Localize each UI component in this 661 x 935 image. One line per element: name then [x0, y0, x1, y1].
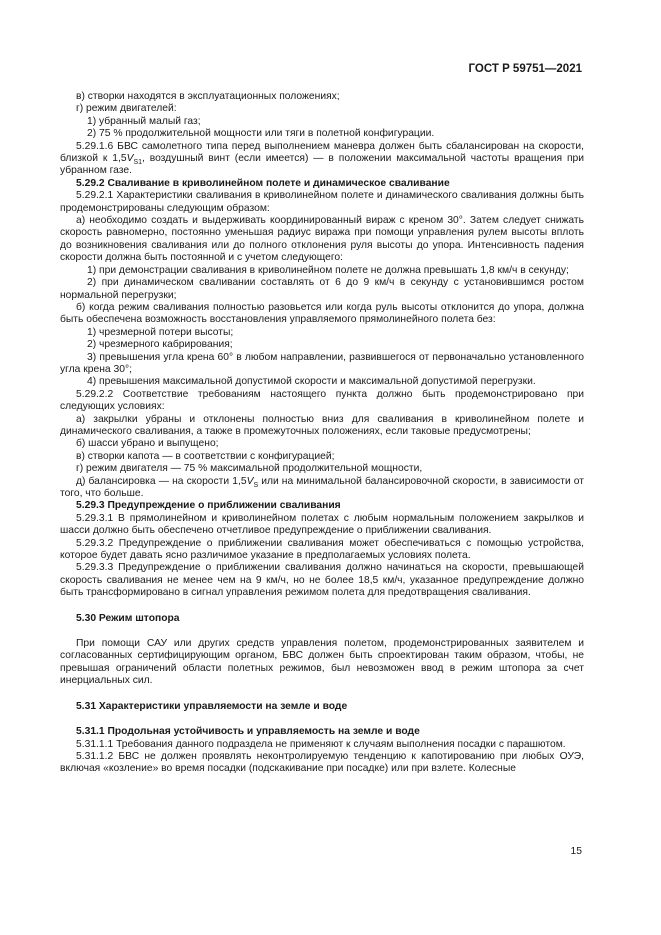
paragraph: 5.29.3.2 Предупреждение о приближении сваливания может обеспечиваться с помощью устройства, которое будет давать ясно различимое указание в предполагаемых условиях полета. — [60, 537, 584, 562]
paragraph: При помощи САУ или других средств управления полетом, продемонстрированных заявителем и согласованных сертифицирующим органом, БВС должен быть спроектирован таким образом, чтобы, не превышая ограничений области полетных режимов, был невозможен ввод в режим штопора за счет инерциальных сил. — [60, 638, 584, 687]
list-item: а) закрылки убраны и отклонены полностью вниз для сваливания в криволинейном полете и динамического сваливания, а также в промежуточных положениях, если таковые предусмотрены; — [60, 413, 584, 437]
list-item: 1) чрезмерной потери высоты; — [87, 326, 234, 338]
paragraph: б) когда режим сваливания полностью разовьется или когда руль высоты отклонится до упора, должна быть обеспечена возможность восстановления управляемого прямолинейного полета без: — [60, 301, 584, 326]
paragraph: 5.29.2.2 Соответствие требованиям настоящего пункта должно быть продемонстрировано при следующих условиях: — [60, 388, 584, 413]
list-item: 4) превышения максимальной допустимой скорости и максимальной допустимой перегрузки. — [87, 376, 536, 388]
section-heading: 5.31 Характеристики управляемости на земле и воде — [76, 700, 348, 712]
paragraph: 5.29.1.6 БВС самолетного типа перед выполнением маневра должен быть сбалансирован на скорости, близкой к $1,5V_{S1}$, воздушный винт (если имеется) — в положении максимальной частоты вращения при убранном газе. — [60, 140, 585, 177]
paragraph: а) необходимо создать и выдерживать координированный вираж с креном 30°. Затем следует снижать скорость равномерно, постоянно уменьшая радиус виража при помощи управления рулем высоты вплоть до возникновения сваливания или до полного отклонения руля высоты до упора. Интенсивность падения скорости должна быть постоянной и с учетом следующего: — [60, 215, 584, 264]
list-item: 2) 75 % продолжительной мощности или тяги в полетной конфигурации. — [87, 128, 435, 140]
list-item: д) балансировка — на скорости $1,5V_S$ или на минимальной балансировочной скорости, в зависимости от того, что больше. — [60, 475, 585, 499]
paragraph: 5.31.1.1 Требования данного подраздела не применяют к случаям выполнения посадки с парашютом. — [76, 738, 566, 750]
list-item: б) шасси убрано и выпущено; — [76, 438, 219, 450]
section-heading: 5.29.3 Предупреждение о приближении сваливания — [76, 500, 341, 512]
list-item: 1) при демонстрации сваливания в криволинейном полете не должна превышать 1,8 км/ч в секунду; — [87, 264, 569, 276]
list-item: г) режим двигателя — 75 % максимальной продолжительной мощности, — [76, 463, 423, 475]
document-body — [60, 91, 584, 776]
paragraph: 5.31.1.2 БВС не должен проявлять неконтролируемую тенденцию к капотированию при любых ОУЭ, включая «козление» во время посадки (подскакивание при посадке) или при взлете. Колесные — [60, 750, 584, 775]
list-item: в) створки капота — в соответствии с конфигурацией; — [76, 450, 335, 462]
list-item: г) режим двигателей: — [76, 103, 177, 115]
list-item: 2) при динамическом сваливании составлять от 6 до 9 км/ч в секунду с установившимся ростом нормальной перегрузки; — [60, 277, 584, 301]
paragraph: 5.29.3.3 Предупреждение о приближении сваливания должно начинаться на скорости, превышающей скорость сваливания не менее чем на 9 км/ч, но не более 18,5 км/ч, указанное предупреждение должно быть трансформировано в сигнал управления режимом полета для предотвращения сваливания. — [60, 562, 584, 599]
subsection-heading: 5.31.1 Продольная устойчивость и управляемость на земле и воде — [76, 726, 420, 738]
list-item: 2) чрезмерного кабрирования; — [87, 339, 233, 351]
list-item: 1) убранный малый газ; — [87, 115, 201, 127]
page-number: 15 — [570, 846, 582, 857]
list-item: в) створки находятся в эксплуатационных положениях; — [76, 91, 340, 102]
section-heading: 5.30 Режим штопора — [76, 612, 180, 624]
document-header: ГОСТ Р 59751—2021 — [468, 63, 582, 75]
paragraph: 5.29.2.1 Характеристики сваливания в криволинейном полете и динамического сваливания должны быть продемонстрированы следующим образом: — [60, 190, 584, 214]
paragraph: 5.29.3.1 В прямолинейном и криволинейном полетах с любым нормальным положением закрылков и шасси должно быть обеспечено отчетливое предупреждение о приближении сваливания. — [60, 512, 584, 537]
list-item: 3) превышения угла крена 60° в любом направлении, развившегося от первоначально установленного угла крена 30°; — [60, 351, 584, 375]
section-heading: 5.29.2 Сваливание в криволинейном полете и динамическое сваливание — [76, 177, 450, 189]
